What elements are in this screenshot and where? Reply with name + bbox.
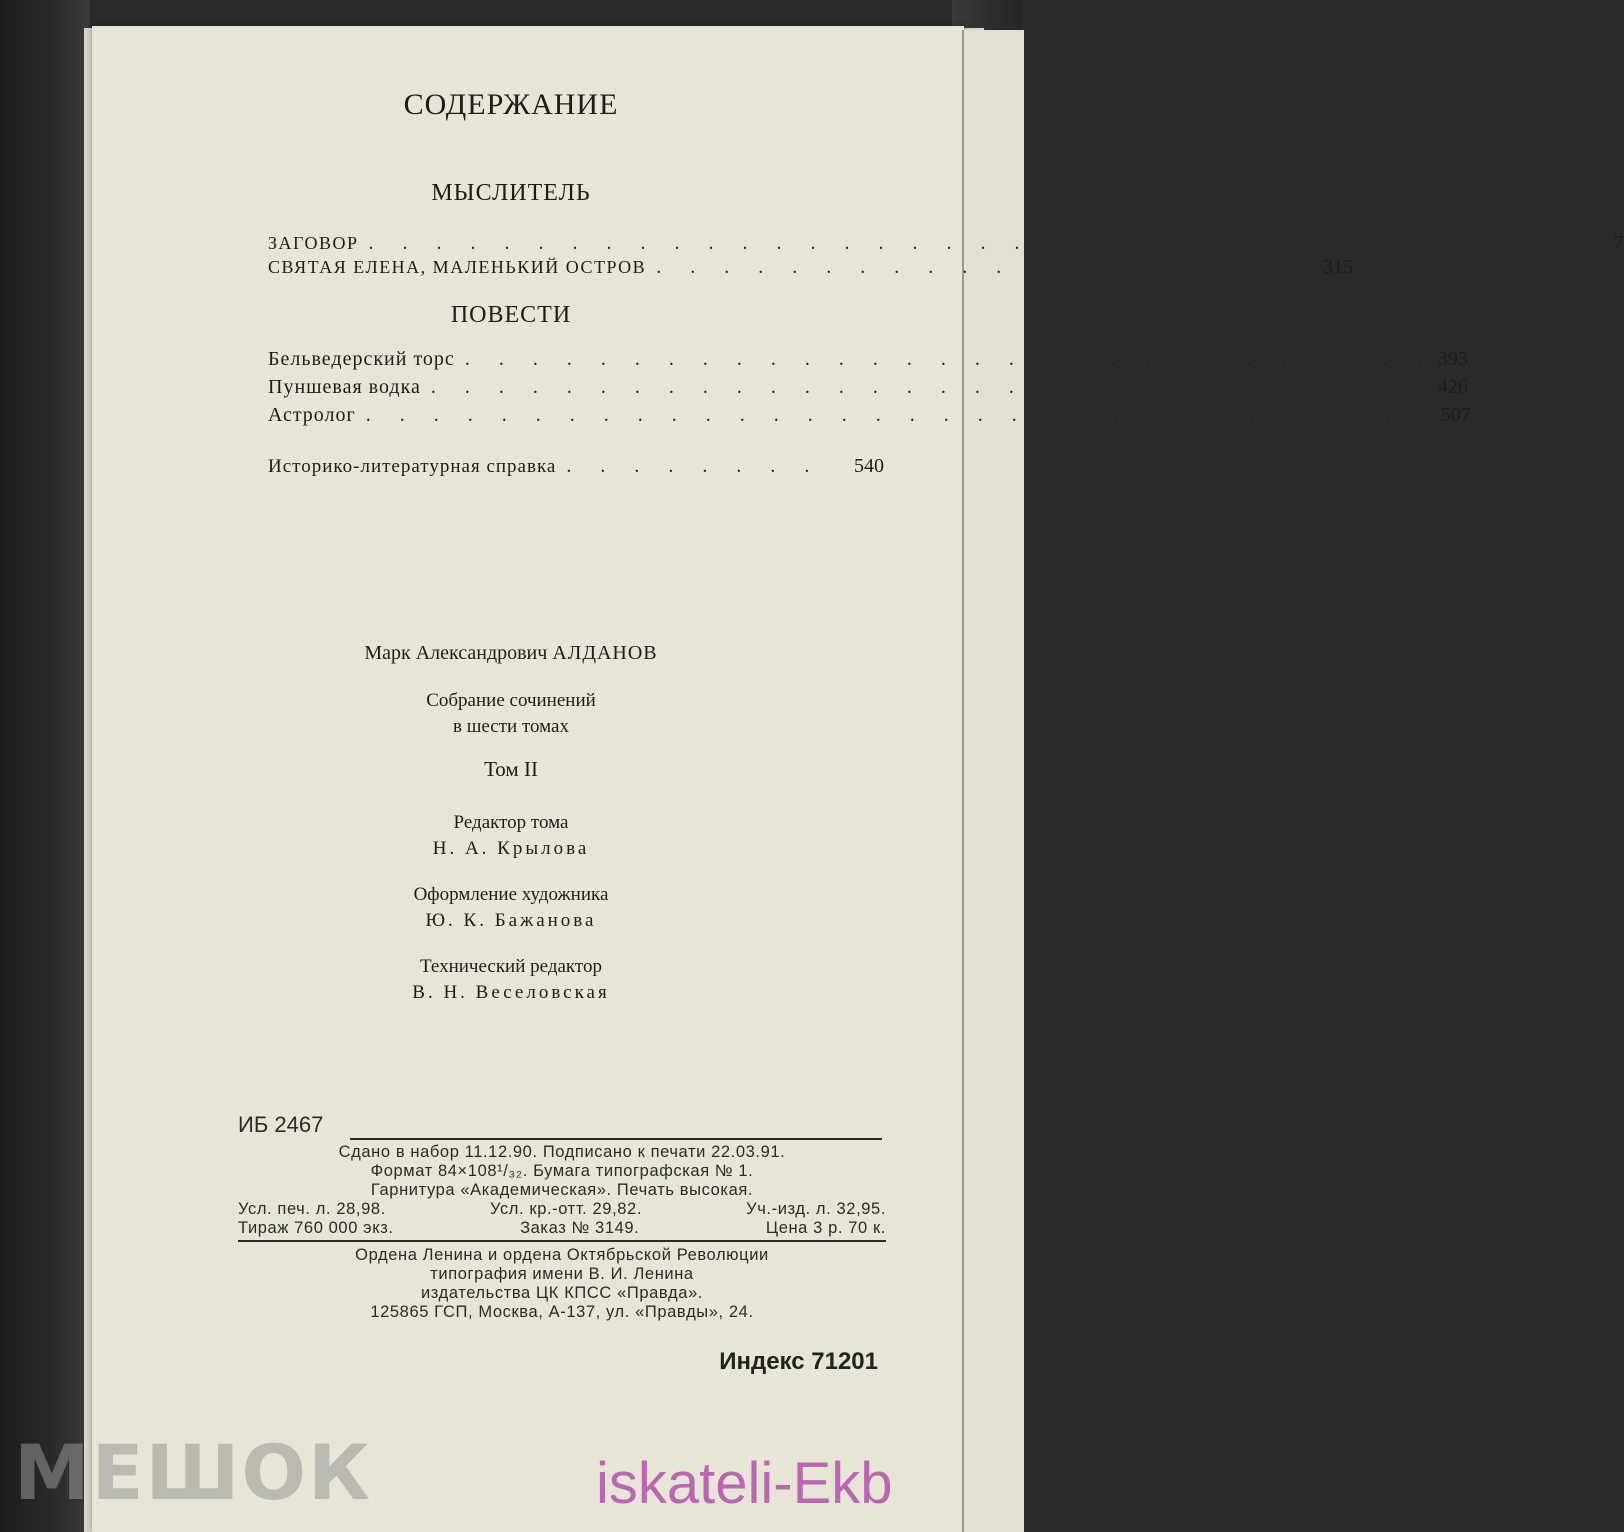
imprint-line: Формат 84×108¹/₃₂. Бумага типографская № 1. (370, 1162, 754, 1180)
toc-entry (268, 348, 1468, 376)
printer-line: типография имени В. И. Ленина (430, 1265, 694, 1283)
toc-entry-page: 393 (1437, 348, 1468, 370)
tech-editor-name: В. Н. Веселовская (412, 982, 610, 1003)
editor-name: Н. А. Крылова (432, 838, 590, 859)
artist-name: Ю. К. Бажанова (425, 910, 597, 931)
printer-line: 125865 ГСП, Москва, А-137, ул. «Правды», 24. (370, 1303, 754, 1321)
imprint-cell: Цена 3 р. 70 к. (765, 1219, 886, 1237)
collection-title-line2: в шести томах (453, 716, 569, 737)
toc-leader-dots: . . . . . . . . . . . . . . . . . . . . . . . . . . . . . (464, 348, 1434, 370)
toc-entry-title: Пуншевая водка (268, 376, 421, 398)
collection-title-line1: Собрание сочинений (426, 690, 596, 711)
toc-entry-page: 315 (1323, 256, 1354, 278)
toc-entry-page: 507 (1440, 404, 1471, 426)
section-title-novellas: ПОВЕСТИ (450, 302, 572, 328)
imprint-rule-bottom (238, 1240, 886, 1242)
toc-entry-title: СВЯТАЯ ЕЛЕНА, МАЛЕНЬКИЙ ОСТРОВ (268, 257, 647, 277)
tech-editor-role: Технический редактор (420, 956, 602, 977)
toc-entry-page: 540 (854, 455, 884, 477)
toc-leader-dots: . . . . . . . . (566, 455, 822, 477)
editor-role: Редактор тома (453, 812, 569, 833)
toc-leader-dots: . . . . . . . . . . . . . . . . . . . . . . . . . . . . . . . . (365, 404, 1437, 426)
toc-entry-page: 426 (1437, 376, 1468, 398)
printer-line: Ордена Ленина и ордена Октябрьской Революции (355, 1246, 769, 1264)
contents-title: СОДЕРЖАНИЕ (403, 88, 619, 121)
toc-entry-title: Бельведерский торс (268, 348, 455, 370)
section-title-thinker: МЫСЛИТЕЛЬ (431, 180, 591, 206)
toc-entry (268, 404, 1471, 432)
imprint-cell: Уч.-изд. л. 32,95. (746, 1200, 886, 1218)
toc-entry-reference (268, 455, 884, 483)
imprint-cell: Заказ № 3149. (520, 1219, 640, 1237)
imprint-cell: Усл. кр.-отт. 29,82. (489, 1200, 643, 1218)
imprint-rule-top (350, 1138, 882, 1140)
imprint-cell: Тираж 760 000 экз. (238, 1219, 394, 1237)
watermark-text: iskateli-Ekb (596, 1451, 893, 1516)
toc-entry-title: ЗАГОВОР (268, 233, 359, 253)
author-name: Марк Александрович (364, 642, 548, 664)
toc-leader-dots: . . . . . . . . . . . . . . . . . . . . . . . . . . . . . . (430, 376, 1434, 398)
volume-label: Том II (484, 757, 538, 781)
imprint-line: Гарнитура «Академическая». Печать высокая. (370, 1181, 754, 1199)
toc-entry (268, 256, 1354, 284)
printer-line: издательства ЦК КПСС «Правда». (420, 1284, 704, 1302)
imprint-cell: Усл. печ. л. 28,98. (238, 1200, 386, 1218)
toc-entry (268, 376, 1468, 404)
toc-entry-page: 7 (1613, 232, 1624, 254)
index-number: Индекс 71201 (719, 1348, 878, 1375)
imprint-line (238, 1200, 886, 1219)
imprint-line (238, 1219, 886, 1238)
toc-leader-dots: . . . . . . . . . . . . . . . . . . . . . . . . . . . . . . . . . . . . . (368, 232, 1610, 254)
watermark-logo: МЕШОК (14, 1428, 373, 1517)
imprint-line: Сдано в набор 11.12.90. Подписано к печати 22.03.91. (338, 1143, 786, 1161)
toc-entry-title: Историко-литературная справка (268, 456, 557, 477)
author-surname: АЛДАНОВ (552, 642, 658, 664)
author-line (0, 642, 1022, 665)
toc-entry-title: Астролог (268, 404, 356, 426)
artist-role: Оформление художника (413, 884, 609, 905)
ib-number: ИБ 2467 (238, 1112, 324, 1137)
toc-leader-dots: . . . . . . . . . . . . . . . . . . . . (656, 256, 1320, 278)
